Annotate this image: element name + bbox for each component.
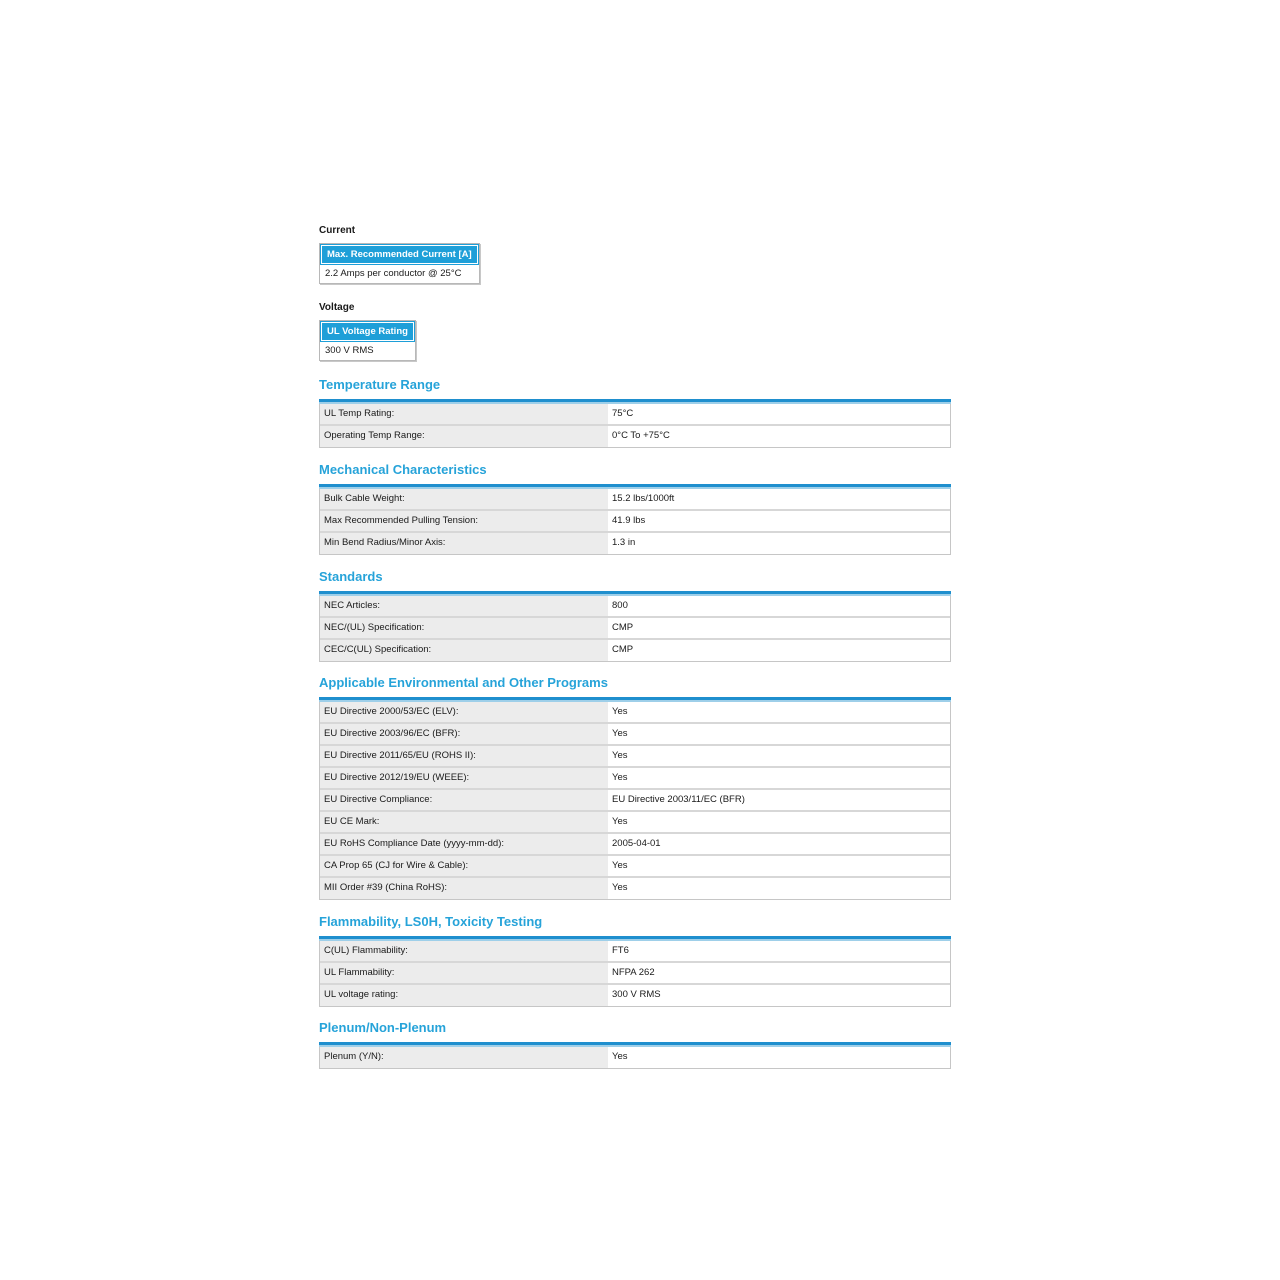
spec-table	[319, 702, 951, 900]
table-row	[320, 941, 950, 963]
row-label: EU Directive Compliance:	[320, 790, 608, 810]
section-title: Mechanical Characteristics	[319, 462, 487, 477]
section-title: Plenum/Non-Plenum	[319, 1020, 447, 1035]
current-table-header: Max. Recommended Current [A]	[321, 245, 478, 264]
spec-table	[319, 1047, 951, 1069]
row-value: Yes	[608, 856, 950, 876]
voltage-block	[319, 301, 951, 361]
row-label: Bulk Cable Weight:	[320, 489, 608, 509]
voltage-value: 300 V RMS	[320, 342, 415, 360]
row-label: UL Temp Rating:	[320, 404, 608, 424]
spec-table	[319, 596, 951, 662]
section-title: Temperature Range	[319, 377, 441, 392]
table-row	[320, 596, 950, 618]
row-label: UL Flammability:	[320, 963, 608, 983]
table-row	[320, 768, 950, 790]
spec-sections	[319, 377, 951, 1069]
row-label: CEC/C(UL) Specification:	[320, 640, 608, 661]
current-heading: Current	[319, 225, 356, 236]
row-value: CMP	[608, 618, 950, 638]
spec-table	[319, 404, 951, 448]
spec-table	[319, 489, 951, 555]
table-row	[320, 404, 950, 426]
row-label: EU Directive 2000/53/EC (ELV):	[320, 702, 608, 722]
section-temperature-range	[319, 377, 951, 448]
row-label: NEC Articles:	[320, 596, 608, 616]
row-label: EU CE Mark:	[320, 812, 608, 832]
table-row	[320, 640, 950, 661]
row-value: 300 V RMS	[608, 985, 950, 1006]
row-value: 15.2 lbs/1000ft	[608, 489, 950, 509]
section-title: Standards	[319, 569, 383, 584]
row-label: Min Bend Radius/Minor Axis:	[320, 533, 608, 554]
spec-sheet	[319, 224, 951, 1069]
row-label: UL voltage rating:	[320, 985, 608, 1006]
row-label: EU Directive 2003/96/EC (BFR):	[320, 724, 608, 744]
table-row	[320, 511, 950, 533]
voltage-table	[319, 320, 416, 361]
section-title: Flammability, LS0H, Toxicity Testing	[319, 914, 543, 929]
table-row	[320, 963, 950, 985]
table-row	[320, 812, 950, 834]
row-label: CA Prop 65 (CJ for Wire & Cable):	[320, 856, 608, 876]
row-label: MII Order #39 (China RoHS):	[320, 878, 608, 899]
table-row	[320, 618, 950, 640]
row-value: 800	[608, 596, 950, 616]
row-value: 75°C	[608, 404, 950, 424]
row-value: FT6	[608, 941, 950, 961]
row-value: Yes	[608, 878, 950, 899]
row-label: EU Directive 2012/19/EU (WEEE):	[320, 768, 608, 788]
row-value: Yes	[608, 1047, 950, 1068]
section-applicable-environmental-and-other-programs	[319, 675, 951, 900]
section-standards	[319, 569, 951, 662]
row-value: EU Directive 2003/11/EC (BFR)	[608, 790, 950, 810]
row-value: 2005-04-01	[608, 834, 950, 854]
row-value: CMP	[608, 640, 950, 661]
row-value: Yes	[608, 768, 950, 788]
row-value: Yes	[608, 812, 950, 832]
table-row	[320, 426, 950, 447]
table-row	[320, 533, 950, 554]
row-value: 1.3 in	[608, 533, 950, 554]
table-row	[320, 878, 950, 899]
table-row	[320, 1047, 950, 1068]
current-value: 2.2 Amps per conductor @ 25°C	[320, 265, 479, 283]
row-label: EU RoHS Compliance Date (yyyy-mm-dd):	[320, 834, 608, 854]
row-value: Yes	[608, 724, 950, 744]
table-row	[320, 856, 950, 878]
row-value: Yes	[608, 746, 950, 766]
section-flammability-ls0h-toxicity-testing	[319, 914, 951, 1007]
table-row	[320, 985, 950, 1006]
row-label: C(UL) Flammability:	[320, 941, 608, 961]
voltage-heading: Voltage	[319, 302, 355, 313]
row-label: Plenum (Y/N):	[320, 1047, 608, 1068]
voltage-table-header: UL Voltage Rating	[321, 322, 414, 341]
table-row	[320, 489, 950, 511]
section-title: Applicable Environmental and Other Programs	[319, 675, 608, 690]
row-label: EU Directive 2011/65/EU (ROHS II):	[320, 746, 608, 766]
row-label: Max Recommended Pulling Tension:	[320, 511, 608, 531]
table-row	[320, 724, 950, 746]
table-row	[320, 790, 950, 812]
row-value: Yes	[608, 702, 950, 722]
section-mechanical-characteristics	[319, 462, 951, 555]
row-value: 0°C To +75°C	[608, 426, 950, 447]
table-row	[320, 746, 950, 768]
row-label: Operating Temp Range:	[320, 426, 608, 447]
spec-table	[319, 941, 951, 1007]
table-row	[320, 702, 950, 724]
row-value: 41.9 lbs	[608, 511, 950, 531]
current-block	[319, 224, 951, 284]
row-label: NEC/(UL) Specification:	[320, 618, 608, 638]
row-value: NFPA 262	[608, 963, 950, 983]
current-table	[319, 243, 480, 284]
section-plenum-non-plenum	[319, 1020, 951, 1069]
table-row	[320, 834, 950, 856]
